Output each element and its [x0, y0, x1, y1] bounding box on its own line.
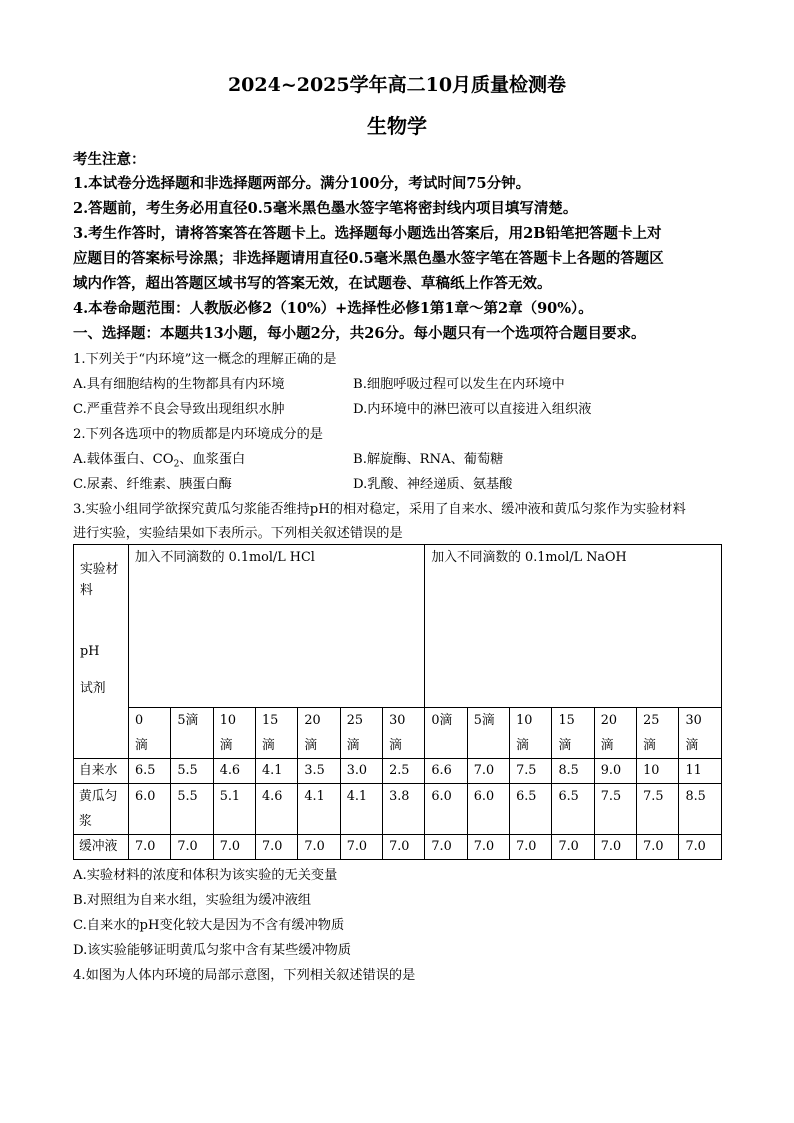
- table-cell: 7.0: [637, 835, 679, 860]
- drops-cell: [256, 708, 298, 759]
- table-row: [74, 784, 722, 835]
- drops-cell: [129, 708, 171, 759]
- naoh-header: 加入不同滴数的 0.1mol/L NaOH: [431, 550, 627, 565]
- drops-count: 5滴: [177, 713, 199, 728]
- table-cell: 7.0: [171, 835, 213, 860]
- q3-option-c: C.自来水的pH变化较大是因为不含有缓冲物质: [73, 918, 345, 933]
- hcl-header-cell: [129, 545, 425, 708]
- corner-label-reagent: 试剂: [80, 681, 106, 696]
- table-cell: 5.5: [171, 759, 213, 784]
- row-label-cont: 浆: [79, 814, 92, 829]
- row-label-cell: [74, 759, 129, 784]
- table-cell: 9.0: [594, 759, 636, 784]
- table-cell: 7.0: [256, 835, 298, 860]
- table-cell: 7.0: [594, 835, 636, 860]
- drops-unit: 滴: [600, 738, 614, 753]
- q2-option-a: A.载体蛋白、$CO_2$、血浆蛋白: [73, 452, 246, 470]
- table-cell: 7.0: [425, 835, 467, 860]
- table-cell: 8.5: [679, 784, 722, 835]
- section-heading: 一、选择题：本题共13小题，每小题2分，共26分。每小题只有一个选项符合题目要求。: [73, 325, 646, 342]
- notice-item-3: 3.考生作答时，请将答案答在答题卡上。选择题每小题选出答案后，用2B铅笔把答题卡上对: [73, 225, 662, 242]
- drops-count: 20: [600, 713, 618, 728]
- table-cell: 7.0: [383, 835, 425, 860]
- q3-option-b: B.对照组为自来水组，实验组为缓冲液组: [73, 893, 312, 908]
- table-cell: 7.0: [467, 835, 509, 860]
- table-cell: 6.6: [425, 759, 467, 784]
- q3-option-a: A.实验材料的浓度和体积为该实验的无关变量: [73, 868, 338, 883]
- table-cell: 7.5: [637, 784, 679, 835]
- drops-count: 0: [135, 713, 144, 728]
- table-cell: 6.5: [129, 759, 171, 784]
- table-cell: 6.0: [425, 784, 467, 835]
- table-cell: 5.5: [171, 784, 213, 835]
- table-cell: 4.1: [256, 759, 298, 784]
- table-cell: 7.0: [679, 835, 722, 860]
- q2-option-d: D.乳酸、神经递质、氨基酸: [353, 477, 513, 492]
- drops-count: 20: [304, 713, 321, 728]
- table-cell: 4.1: [340, 784, 382, 835]
- drops-unit: 滴: [304, 738, 318, 753]
- drops-count: 10: [219, 713, 236, 728]
- table-cell: 3.8: [383, 784, 425, 835]
- exam-title: 2024~2025学年高二10月质量检测卷: [227, 74, 567, 96]
- notice-item-3-cont: 应题目的答案标号涂黑；非选择题请用直径0.5毫米黑色墨水签字笔在答题卡上各题的答题区: [73, 250, 664, 267]
- notice-item-4: 4.本卷命题范围：人教版必修2（10%）+选择性必修1第1章～第2章（90%）。: [73, 300, 593, 317]
- table-row: [74, 759, 722, 784]
- corner-label-material: 实验材: [80, 562, 119, 577]
- corner-label-material-cont: 料: [80, 583, 93, 598]
- naoh-header-cell: [425, 545, 722, 708]
- row-label: 自来水: [79, 763, 118, 778]
- table-cell: 4.1: [298, 784, 340, 835]
- notice-item-1: 1.本试卷分选择题和非选择题两部分。满分100分，考试时间75分钟。: [73, 175, 531, 192]
- drops-cell: [637, 708, 679, 759]
- notice-item-2: 2.答题前，考生务必用直径0.5毫米黑色墨水签字笔将密封线内项目填写清楚。: [73, 200, 578, 217]
- q2-stem: 2.下列各选项中的物质都是内环境成分的是: [73, 427, 323, 442]
- drops-count: 25: [643, 713, 660, 728]
- q1-stem: 1.下列关于“内环境”这一概念的理解正确的是: [73, 352, 337, 367]
- drops-count: 10: [516, 713, 533, 728]
- table-cell: 7.0: [340, 835, 382, 860]
- notice-heading: 考生注意：: [73, 151, 146, 168]
- drops-unit: 滴: [685, 738, 699, 753]
- corner-label-ph: pH: [80, 644, 100, 659]
- drops-unit: 滴: [389, 738, 402, 753]
- drops-count: 15: [558, 713, 575, 728]
- drops-cell: [510, 708, 552, 759]
- experiment-table: [73, 544, 722, 860]
- table-cell: 6.0: [467, 784, 509, 835]
- table-cell: 4.6: [256, 784, 298, 835]
- q1-option-b: B.细胞呼吸过程可以发生在内环境中: [353, 377, 565, 392]
- drops-cell: [425, 708, 467, 759]
- table-cell: 7.0: [510, 835, 552, 860]
- table-cell: 7.5: [510, 759, 552, 784]
- table-cell: 7.0: [298, 835, 340, 860]
- drops-count: 30: [685, 713, 702, 728]
- table-cell: 7.0: [552, 835, 594, 860]
- q2-option-c: C.尿素、纤维素、胰蛋白酶: [73, 477, 232, 492]
- drops-unit: 滴: [219, 738, 233, 753]
- drops-count: 0滴: [431, 713, 453, 728]
- table-cell: 10: [637, 759, 679, 784]
- q1-option-d: D.内环境中的淋巴液可以直接进入组织液: [353, 402, 592, 417]
- table-cell: 7.0: [129, 835, 171, 860]
- drops-cell: [340, 708, 382, 759]
- table-cell: 3.0: [340, 759, 382, 784]
- drops-count: 5滴: [473, 713, 495, 728]
- drops-unit: 滴: [346, 738, 360, 753]
- hcl-header: 加入不同滴数的 0.1mol/L HCl: [135, 550, 315, 565]
- drops-row: [74, 708, 722, 759]
- drops-cell: [213, 708, 255, 759]
- row-label-cell: [74, 835, 129, 860]
- drops-cell: [467, 708, 509, 759]
- table-cell: 3.5: [298, 759, 340, 784]
- drops-unit: 滴: [262, 738, 275, 753]
- drops-count: 15: [262, 713, 279, 728]
- drops-count: 25: [346, 713, 364, 728]
- subject-title: 生物学: [367, 114, 427, 138]
- table-cell: 6.0: [129, 784, 171, 835]
- drops-cell: [383, 708, 425, 759]
- table-row: [74, 835, 722, 860]
- table-cell: 5.1: [213, 784, 255, 835]
- drops-cell: [594, 708, 636, 759]
- drops-cell: [679, 708, 722, 759]
- drops-cell: [298, 708, 340, 759]
- table-cell: 7.5: [594, 784, 636, 835]
- table-cell: 11: [679, 759, 722, 784]
- drops-unit: 滴: [135, 738, 148, 753]
- notice-item-3-cont2: 域内作答，超出答题区域书写的答案无效，在试题卷、草稿纸上作答无效。: [73, 275, 552, 292]
- row-label-cell: [74, 784, 129, 835]
- table-cell: 4.6: [213, 759, 255, 784]
- q3-option-d: D.该实验能够证明黄瓜匀浆中含有某些缓冲物质: [73, 943, 352, 958]
- row-label: 缓冲液: [79, 839, 118, 854]
- table-cell: 7.0: [467, 759, 509, 784]
- drops-cell: [552, 708, 594, 759]
- table-cell: 8.5: [552, 759, 594, 784]
- table-cell: 6.5: [510, 784, 552, 835]
- q3-stem-line1: 3.实验小组同学欲探究黄瓜匀浆能否维持pH的相对稳定，采用了自来水、缓冲液和黄瓜匀浆作为实验材料: [73, 502, 686, 517]
- table-cell: 2.5: [383, 759, 425, 784]
- table-cell: 6.5: [552, 784, 594, 835]
- q2-option-b: B.解旋酶、RNA、葡萄糖: [353, 452, 504, 467]
- drops-cell: [171, 708, 213, 759]
- q1-option-c: C.严重营养不良会导致出现组织水肿: [73, 402, 285, 417]
- table-cell: 7.0: [213, 835, 255, 860]
- drops-count: 30: [389, 713, 406, 728]
- corner-header-cell: [74, 545, 129, 759]
- q4-stem: 4.如图为人体内环境的局部示意图，下列相关叙述错误的是: [73, 968, 416, 983]
- q3-stem-line2: 进行实验，实验结果如下表所示。下列相关叙述错误的是: [73, 526, 403, 541]
- drops-unit: 滴: [558, 738, 572, 753]
- drops-unit: 滴: [516, 738, 529, 753]
- row-label: 黄瓜匀: [79, 789, 118, 804]
- q1-option-a: A.具有细胞结构的生物都具有内环境: [73, 377, 285, 392]
- drops-unit: 滴: [643, 738, 656, 753]
